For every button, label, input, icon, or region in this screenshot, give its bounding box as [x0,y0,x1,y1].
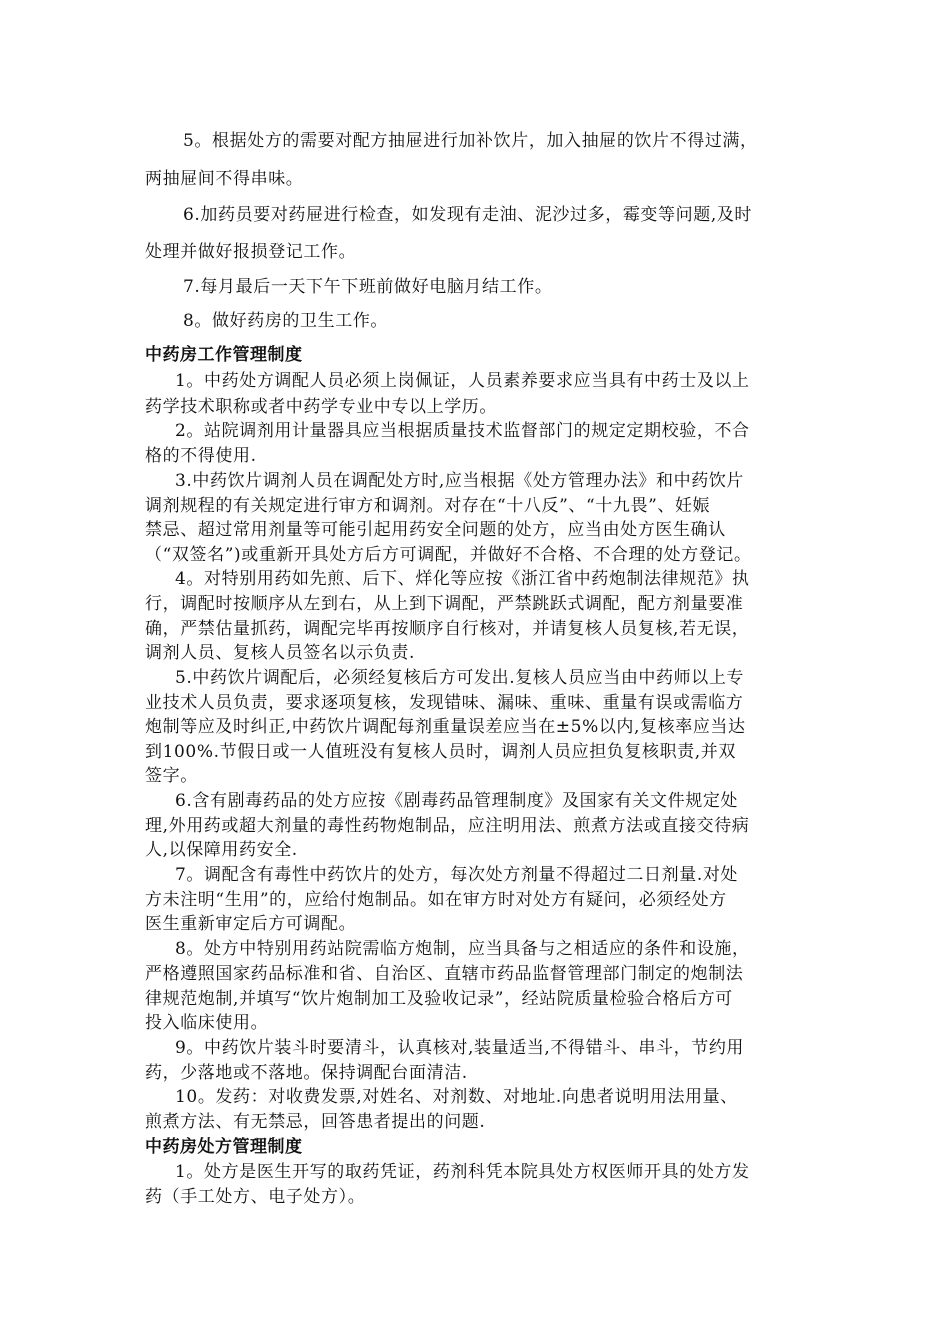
s1-item-4-line-2: 行，调配时按顺序从左到右，从上到下调配，严禁跳跃式调配，配方剂量要准 [145,594,744,614]
s1-item-7-line-1: 7。调配含有毒性中药饮片的处方，每次处方剂量不得超过二日剂量.对处 [175,865,739,885]
s1-item-9-line-2: 药，少落地或不落地。保持调配台面清洁. [145,1063,468,1083]
s1-item-7-line-2: 方未注明“生用”的，应给付炮制品。如在审方时对处方有疑问，必须经处方 [145,890,727,910]
intro-item-5-line-2: 两抽屉间不得串味。 [145,169,304,189]
s1-item-5-line-3: 炮制等应及时纠正,中药饮片调配每剂重量误差应当在±5%以内,复核率应当达 [145,717,746,737]
intro-item-7-line-1: 7.每月最后一天下午下班前做好电脑月结工作。 [183,277,553,297]
section2-heading: 中药房处方管理制度 [145,1137,303,1157]
section1-heading: 中药房工作管理制度 [145,345,303,365]
s1-item-2-line-2: 格的不得使用. [145,446,257,466]
s1-item-3-line-4: （“双签名”)或重新开具处方后方可调配，并做好不合格、不合理的处方登记。 [145,545,752,565]
s1-item-1-line-1: 1。中药处方调配人员必须上岗佩证，人员素养要求应当具有中药士及以上 [175,371,750,391]
s1-item-5-line-4: 到100%.节假日或一人值班没有复核人员时，调剂人员应担负复核职责,并双 [145,742,737,762]
s1-item-8-line-3: 律规范炮制,并填写“饮片炮制加工及验收记录”，经站院质量检验合格后方可 [145,989,733,1009]
s1-item-5-line-2: 业技术人员负责，要求逐项复核，发现错味、漏味、重味、重量有误或需临方 [145,693,744,713]
s1-item-3-line-2: 调剂规程的有关规定进行审方和调剂。对存在“十八反”、“十九畏”、妊娠 [145,496,711,516]
intro-item-8-line-1: 8。做好药房的卫生工作。 [183,311,389,331]
intro-item-5-line-1: 5。根据处方的需要对配方抽屉进行加补饮片，加入抽屉的饮片不得过满， [183,131,758,151]
s2-item-1-line-2: 药（手工处方、电子处方）。 [145,1187,366,1207]
s2-item-1-line-1: 1。处方是医生开写的取药凭证，药剂科凭本院具处方权医师开具的处方发 [175,1162,750,1182]
s1-item-10-line-2: 煎煮方法、有无禁忌，回答患者提出的问题. [145,1112,486,1132]
intro-item-6-line-2: 处理并做好报损登记工作。 [145,242,357,262]
s1-item-10-line-1: 10。发药：对收费发票,对姓名、对剂数、对地址.向患者说明用法用量、 [175,1087,738,1107]
s1-item-8-line-1: 8。处方中特别用药站院需临方炮制，应当具备与之相适应的条件和设施， [175,939,750,959]
s1-item-2-line-1: 2。站院调剂用计量器具应当根据质量技术监督部门的规定定期校验，不合 [175,421,750,441]
s1-item-6-line-3: 人,以保障用药安全. [145,840,298,860]
s1-item-3-line-3: 禁忌、超过常用剂量等可能引起用药安全问题的处方，应当由处方医生确认 [145,520,726,540]
s1-item-6-line-1: 6.含有剧毒药品的处方应按《剧毒药品管理制度》及国家有关文件规定处 [175,791,739,811]
s1-item-4-line-1: 4。对特别用药如先煎、后下、烊化等应按《浙江省中药炮制法律规范》执 [175,569,750,589]
s1-item-6-line-2: 理,外用药或超大剂量的毒性药物炮制品，应注明用法、煎煮方法或直接交待病 [145,816,750,836]
s1-item-8-line-4: 投入临床使用。 [145,1013,269,1033]
s1-item-4-line-3: 确，严禁估量抓药，调配完毕再按顺序自行核对，并请复核人员复核,若无误， [145,619,750,639]
s1-item-4-line-4: 调剂人员、复核人员签名以示负责. [145,643,416,663]
s1-item-1-line-2: 药学技术职称或者中药学专业中专以上学历。 [145,397,497,417]
intro-item-6-line-1: 6.加药员要对药屉进行检查，如发现有走油、泥沙过多，霉变等问题,及时 [183,205,753,225]
s1-item-7-line-3: 医生重新审定后方可调配。 [145,914,357,934]
s1-item-3-line-1: 3.中药饮片调剂人员在调配处方时,应当根据《处方管理办法》和中药饮片 [175,471,745,491]
s1-item-5-line-1: 5.中药饮片调配后，必须经复核后方可发出.复核人员应当由中药师以上专 [175,668,745,688]
s1-item-8-line-2: 严格遵照国家药品标准和省、自治区、直辖市药品监督管理部门制定的炮制法 [145,964,744,984]
s1-item-9-line-1: 9。中药饮片装斗时要清斗，认真核对,装量适当,不得错斗、串斗，节约用 [175,1038,745,1058]
s1-item-5-line-5: 签字。 [145,766,198,786]
